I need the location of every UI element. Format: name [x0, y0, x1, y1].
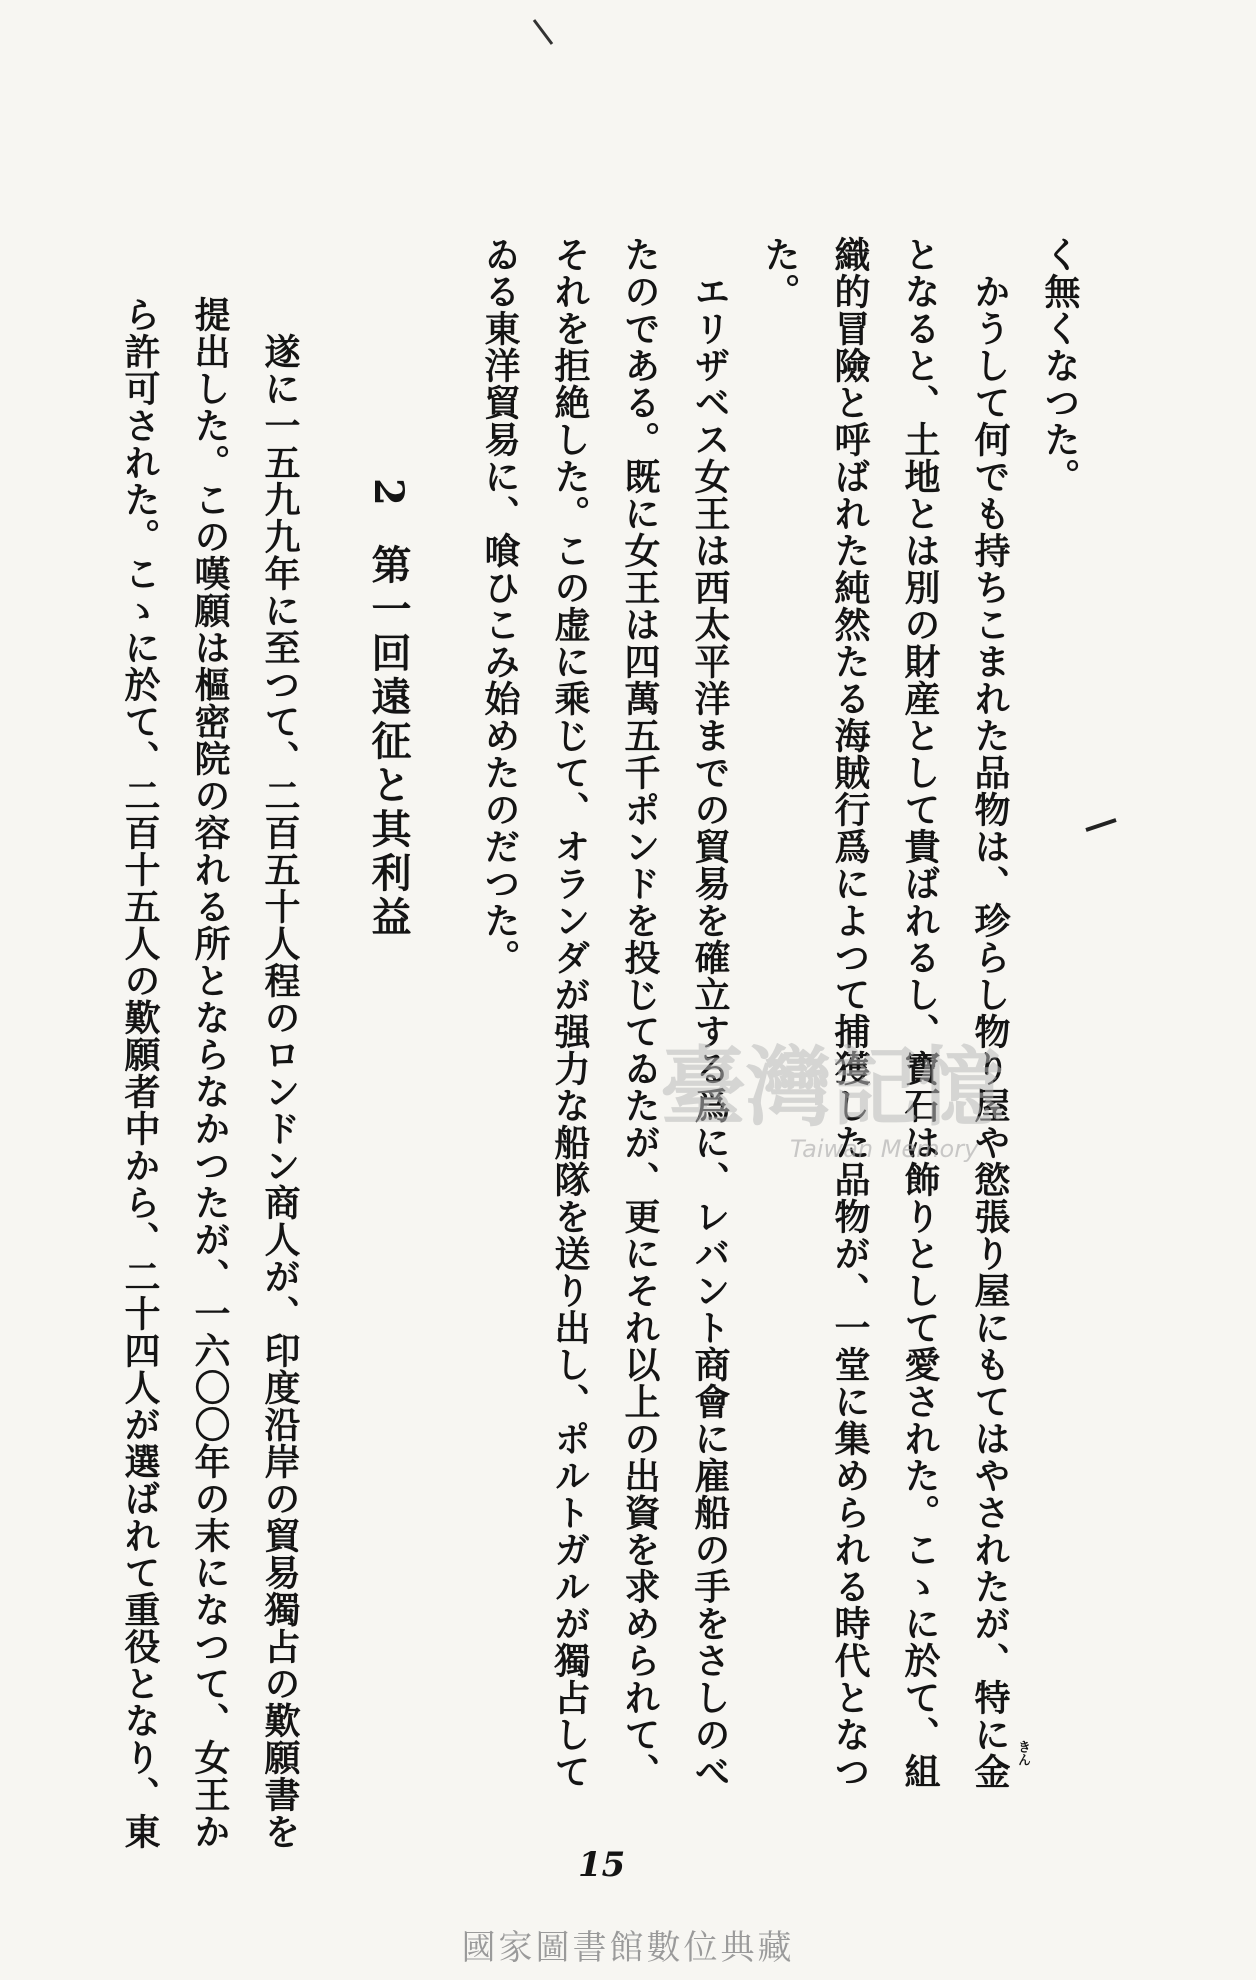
section-number: 2: [365, 478, 412, 510]
text-column-8: それを拒絶した。この虚に乘じて、オランダが强力な船隊を送り出し、ポルトガルが獨占して: [549, 236, 591, 1790]
text-column-2: かうして何でも持ちこまれた品物は、珍らし物り屋や慾張り屋にもてはやされたが、特に金: [969, 236, 1011, 1790]
text-column-9: ゐる東洋貿易に、喰ひこみ始めたのだつた。: [479, 236, 521, 976]
text-column-7: たのである。既に女王は四萬五千ポンドを投じてゐたが、更にそれ以上の出資を求められて、: [619, 236, 661, 1790]
footer-credit: 國家圖書館數位典藏: [461, 1928, 795, 1968]
section-heading: [364, 478, 412, 940]
text-column-3: となると、土地とは別の財産として貴ばれるし、寶石は飾りとして愛された。こゝに於て、組: [899, 236, 941, 1790]
ruby-annotation: きん: [1015, 1740, 1030, 1766]
scan-mark: [532, 18, 556, 48]
text-column-6: エリザベス女王は西太平洋までの貿易を確立する爲に、レバント商會に雇船の手をさしのべ: [689, 236, 731, 1790]
text-column-5: た。: [759, 236, 801, 310]
taiwan-memory-watermark: [660, 1035, 1040, 1165]
page-number: 15: [578, 1845, 626, 1885]
text-column-1: く無くなつた。: [1039, 236, 1081, 495]
text-column-10: 遂に一五九九年に至つて、二百五十人程のロンドン商人が、印度沿岸の貿易獨占の歎願書を: [259, 296, 301, 1850]
text-column-11: 提出した。この嘆願は樞密院の容れる所とならなかつたが、一六〇〇年の末になつて、女王か: [189, 296, 231, 1850]
svg-text:Taiwan Memory: Taiwan Memory: [790, 1135, 979, 1163]
text-column-12: ら許可された。こゝに於て、二百十五人の歎願者中から、二十四人が選ばれて重役となり、東: [119, 296, 161, 1850]
text-column-4: 織的冒險と呼ばれた純然たる海賊行爲によつて捕獲した品物が、一堂に集められる時代となつ: [829, 236, 871, 1790]
section-title: 第一回遠征と其利益: [365, 543, 412, 940]
svg-text:臺灣記憶: 臺灣記憶: [660, 1037, 1004, 1138]
scan-mark: [1082, 810, 1122, 840]
